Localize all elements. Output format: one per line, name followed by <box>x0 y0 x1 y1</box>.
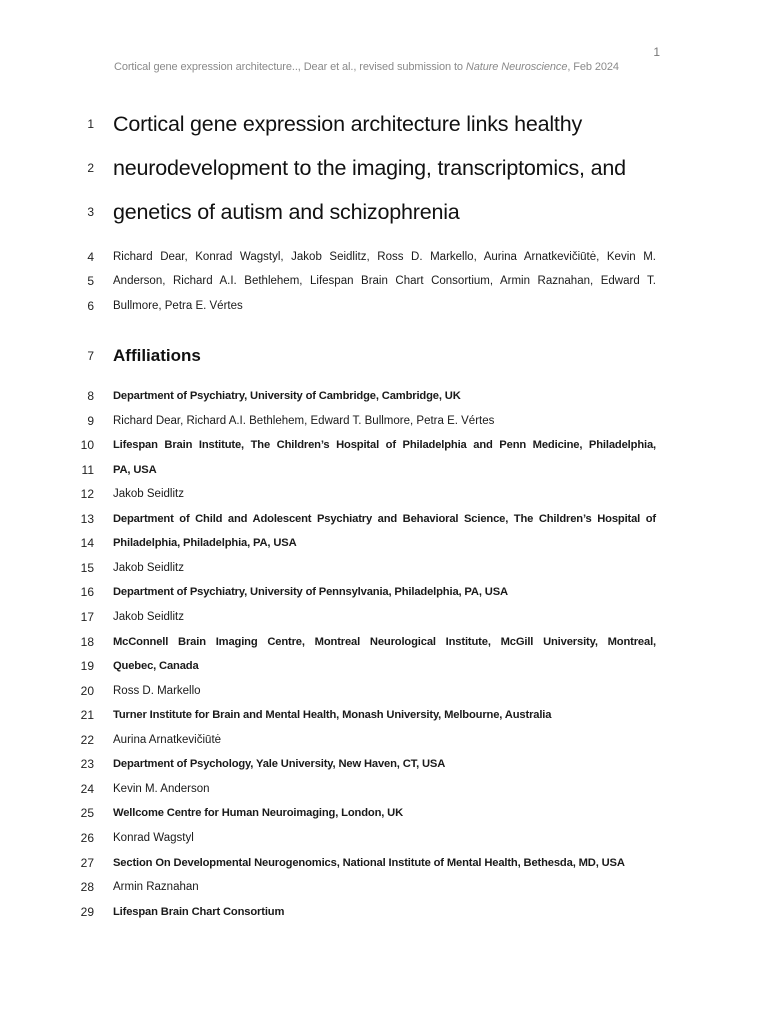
heading-text: Affiliations <box>113 346 201 365</box>
line-number: 12 <box>80 487 94 502</box>
author-names-text: Jakob Seidlitz <box>113 488 184 501</box>
line-number: 1 <box>87 117 94 131</box>
line-number: 26 <box>80 830 94 845</box>
institution-text: Section On Developmental Neurogenomics, National Institute of Mental Health, Bethesda, MD, USA <box>113 856 625 869</box>
line-number: 29 <box>80 904 94 919</box>
line-number: 2 <box>87 161 94 175</box>
line-number: 25 <box>80 806 94 821</box>
institution-text: Department of Psychology, Yale University, New Haven, CT, USA <box>113 758 446 771</box>
institution-text: Wellcome Centre for Human Neuroimaging, London, UK <box>113 807 404 820</box>
line-number: 15 <box>80 560 94 575</box>
author-names-text: Kevin M. Anderson <box>113 782 210 795</box>
institution-text: PA, USA <box>113 463 157 476</box>
line-number: 16 <box>80 585 94 600</box>
institution-text: Lifespan Brain Institute, The Children’s Hospital of Philadelphia and Penn Medicine, Philadelphia, <box>113 439 656 452</box>
author-names-text: Ross D. Markello <box>113 684 201 697</box>
line-number: 10 <box>80 438 94 453</box>
author-names-text: Aurina Arnatkevičiūtė <box>113 733 222 746</box>
running-header-journal: Nature Neuroscience <box>465 61 568 73</box>
line-number: 21 <box>80 708 94 723</box>
author-names-text: Armin Raznahan <box>113 881 199 893</box>
running-header-prefix: Cortical gene expression architecture.., Dear et al., revised submission to <box>114 61 466 73</box>
title-text: Cortical gene expression architecture links healthy <box>113 112 583 136</box>
line-number: 27 <box>80 855 94 870</box>
running-header <box>114 61 619 73</box>
institution-text: Department of Psychiatry, University of Pennsylvania, Philadelphia, PA, USA <box>113 586 508 599</box>
line-number: 9 <box>87 413 94 428</box>
title-text: neurodevelopment to the imaging, transcriptomics, and <box>113 156 626 180</box>
line-number: 18 <box>80 634 94 649</box>
line-number: 4 <box>87 250 94 264</box>
institution-text: Philadelphia, Philadelphia, PA, USA <box>113 537 297 550</box>
line-number: 6 <box>87 299 94 313</box>
author-names-text: Konrad Wagstyl <box>113 831 194 844</box>
institution-text: McConnell Brain Imaging Centre, Montreal Neurological Institute, McGill University, Montreal, <box>113 635 656 648</box>
author-names-text: Jakob Seidlitz <box>113 611 184 623</box>
line-number: 7 <box>87 349 94 363</box>
line-number: 14 <box>80 536 94 551</box>
line-number: 17 <box>80 610 94 624</box>
title-text: genetics of autism and schizophrenia <box>113 200 460 224</box>
institution-text: Turner Institute for Brain and Mental Health, Monash University, Melbourne, Australia <box>113 709 552 722</box>
author-names-text: Richard Dear, Richard A.I. Bethlehem, Edward T. Bullmore, Petra E. Vértes <box>113 414 495 427</box>
page-number: 1 <box>653 45 660 59</box>
line-number: 23 <box>80 757 94 772</box>
institution-text: Lifespan Brain Chart Consortium <box>113 905 285 918</box>
author-text: Richard Dear, Konrad Wagstyl, Jakob Seidlitz, Ross D. Markello, Aurina Arnatkevičiūtė, Kevin M. <box>113 251 656 263</box>
line-number: 22 <box>80 732 94 747</box>
author-text: Bullmore, Petra E. Vértes <box>113 300 243 312</box>
author-text: Anderson, Richard A.I. Bethlehem, Lifespan Brain Chart Consortium, Armin Raznahan, Edward T. <box>113 275 656 287</box>
line-number: 5 <box>87 274 94 288</box>
line-number: 8 <box>87 389 94 403</box>
line-number: 20 <box>80 683 94 698</box>
running-header-suffix: , Feb 2024 <box>567 61 619 73</box>
line-number: 11 <box>81 462 94 477</box>
institution-text: Department of Psychiatry, University of Cambridge, Cambridge, UK <box>113 390 461 402</box>
author-names-text: Jakob Seidlitz <box>113 561 184 574</box>
line-number: 28 <box>80 880 94 894</box>
line-number: 24 <box>80 781 94 796</box>
line-number: 3 <box>87 205 94 219</box>
institution-text: Department of Child and Adolescent Psychiatry and Behavioral Science, The Children’s Hospital of <box>113 512 656 525</box>
institution-text: Quebec, Canada <box>113 660 199 672</box>
line-number: 13 <box>80 511 94 526</box>
line-number: 19 <box>80 659 94 673</box>
